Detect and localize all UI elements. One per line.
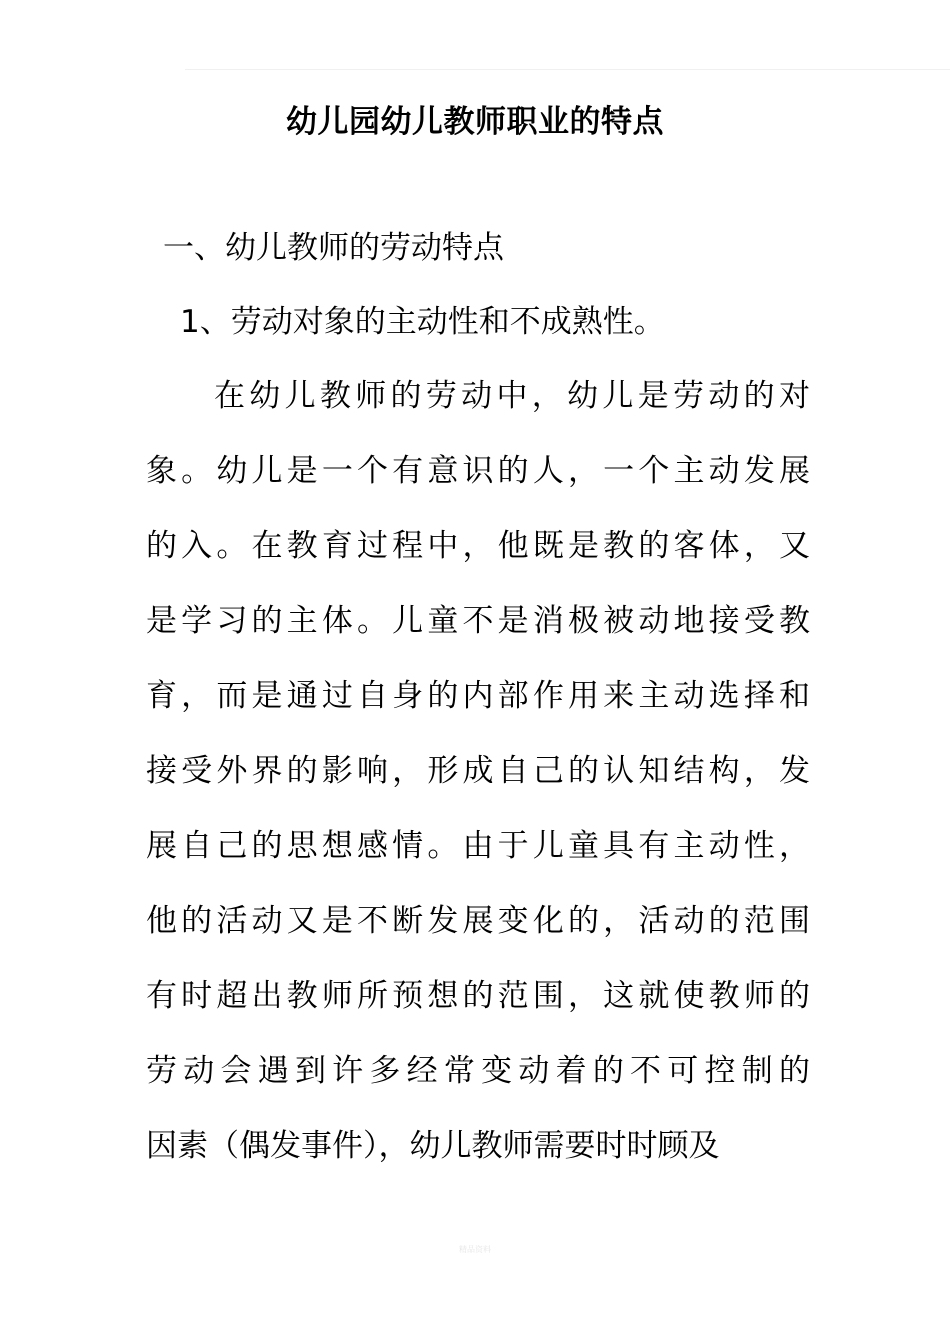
footer-watermark: 精品资料 — [459, 1245, 491, 1254]
paragraph-line: 展自己的思想感情。由于儿童具有主动性， — [146, 828, 810, 864]
paragraph-line: 的入。在教育过程中，他既是教的客体，又 — [146, 528, 810, 564]
sub-heading: 1、劳动对象的主动性和不成熟性。 — [180, 304, 665, 340]
document-title: 幼儿园幼儿教师职业的特点 — [286, 104, 664, 140]
paragraph-line: 是学习的主体。儿童不是消极被动地接受教 — [146, 603, 810, 639]
header-rule — [185, 69, 950, 70]
paragraph-line: 有时超出教师所预想的范围，这就使教师的 — [146, 978, 810, 1014]
paragraph-line: 因素（偶发事件），幼儿教师需要时时顾及 — [146, 1128, 720, 1164]
paragraph-line: 象。幼儿是一个有意识的人，一个主动发展 — [146, 453, 810, 489]
paragraph-line: 接受外界的影响，形成自己的认知结构，发 — [146, 753, 810, 789]
section-heading: 一、幼儿教师的劳动特点 — [163, 230, 504, 266]
paragraph-line: 劳动会遇到许多经常变动着的不可控制的 — [146, 1053, 810, 1089]
paragraph-line: 在幼儿教师的劳动中，幼儿是劳动的对 — [214, 378, 810, 414]
paragraph-line: 他的活动又是不断发展变化的，活动的范围 — [146, 903, 810, 939]
paragraph-line: 育，而是通过自身的内部作用来主动选择和 — [146, 678, 810, 714]
